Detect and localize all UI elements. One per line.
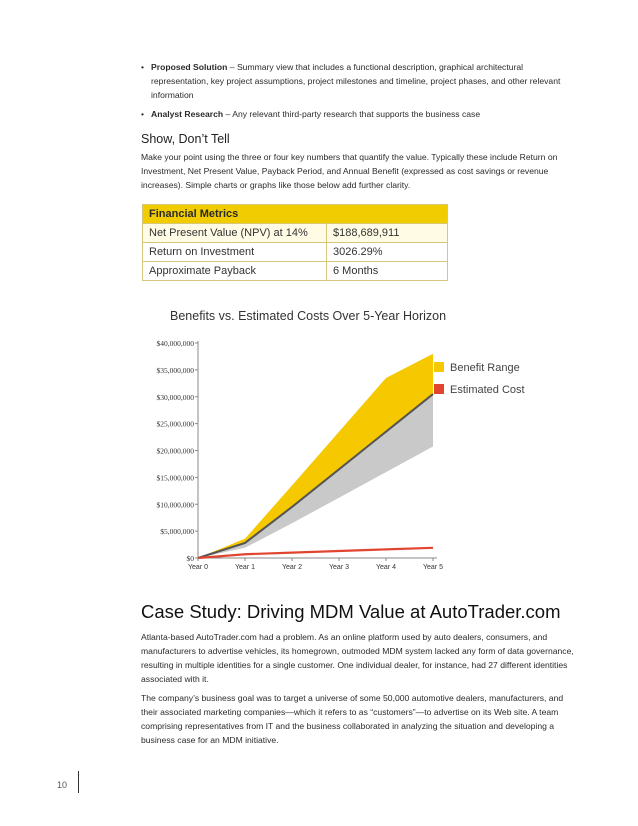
metric-value: $188,689,911: [327, 224, 448, 243]
page-number: 10: [57, 780, 68, 790]
x-tick-label: Year 3: [329, 564, 349, 571]
bullet-term: Proposed Solution: [151, 62, 228, 72]
y-tick-label: $5,000,000: [160, 527, 194, 537]
benefits-cost-chart: [128, 300, 598, 585]
bullet-text: – Any relevant third-party research that supports the business case: [223, 109, 481, 119]
table-header: Financial Metrics: [143, 205, 448, 224]
y-tick-label: $15,000,000: [156, 473, 194, 483]
metric-label: Return on Investment: [143, 243, 327, 262]
table-header-row: [143, 205, 448, 224]
case-paragraph-2: The company’s business goal was to target a universe of some 50,000 automotive dealers, manufacturers, and their associated marketing companies—which it refers to as “customers”—to advertise on its Web site. A team comprising representatives from IT and the business collaborated in analyzing the situation and developing a business case for an MDM initiative.: [141, 693, 564, 745]
y-tick-label: $35,000,000: [156, 365, 194, 375]
section-heading: Show, Don’t Tell: [141, 132, 230, 146]
metric-value: 3026.29%: [327, 243, 448, 262]
bullet-icon: •: [141, 62, 145, 72]
legend-swatch: [434, 384, 444, 394]
legend-label: Estimated Cost: [450, 384, 525, 396]
bullet-text: – Summary view that includes a functional description, graphical architectural representation, key project assumptions, project milestones and timeline, project phases, and other relevant information: [151, 62, 561, 100]
list-item: [141, 60, 561, 102]
y-tick-label: $10,000,000: [156, 500, 194, 510]
financial-metrics-table: [142, 204, 448, 281]
y-tick-label: $20,000,000: [156, 446, 194, 456]
x-tick-label: Year 5: [423, 564, 443, 571]
y-tick-label: $25,000,000: [156, 419, 194, 429]
table-row: [143, 262, 448, 281]
x-tick-label: Year 4: [376, 564, 396, 571]
y-tick-label: $40,000,000: [156, 339, 194, 348]
metric-label: Net Present Value (NPV) at 14%: [143, 224, 327, 243]
legend-swatch: [434, 362, 444, 372]
list-item: [141, 107, 561, 121]
case-study-heading: Case Study: Driving MDM Value at AutoTrader.com: [141, 601, 561, 622]
chart-title: Benefits vs. Estimated Costs Over 5-Year Horizon: [170, 309, 447, 323]
y-tick-label: $30,000,000: [156, 392, 194, 402]
page-divider: [78, 771, 79, 793]
bullet-list: [141, 60, 561, 126]
x-tick-label: Year 1: [235, 564, 255, 571]
table-row: [143, 224, 448, 243]
case-paragraph-1: Atlanta-based AutoTrader.com had a problem. As an online platform used by auto dealers, consumers, and manufacturers to advertise vehicles, its homegrown, outmoded MDM system lacked any form of data governance, resulting in multiple identities for a single customer. One individual dealer, for instance, had 27 different identities associated with it.: [141, 632, 574, 684]
bullet-icon: •: [141, 109, 145, 119]
metric-value: 6 Months: [327, 262, 448, 281]
table-row: [143, 243, 448, 262]
x-tick-label: Year 0: [188, 564, 208, 571]
bullet-term: Analyst Research: [151, 109, 224, 119]
y-tick-label: $0: [186, 554, 194, 563]
legend-label: Benefit Range: [450, 362, 520, 374]
metric-label: Approximate Payback: [143, 262, 327, 281]
x-tick-label: Year 2: [282, 564, 302, 571]
section-paragraph: Make your point using the three or four key numbers that quantify the value. Typically these include Return on Investment, Net Present Value, Payback Period, and Annual Benefit (expressed as cost savings or revenue increases). Simple charts or graphs like those below add further clarity.: [141, 152, 558, 190]
